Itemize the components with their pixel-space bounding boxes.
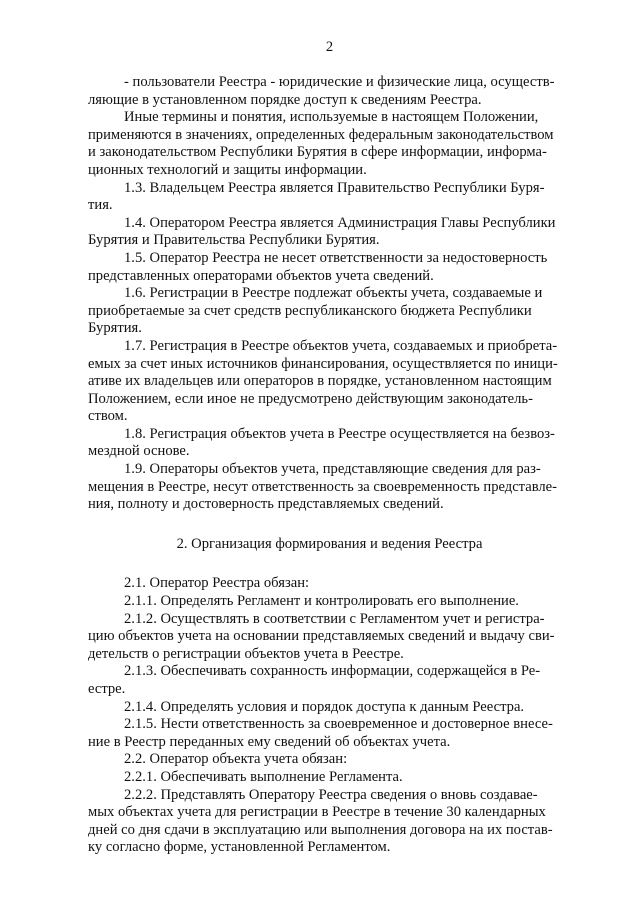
- section-heading: 2. Организация формирования и ведения Реестра: [176, 535, 483, 552]
- paragraph-1-6: 1.6. Регистрации в Реестре подлежат объекты учета, создаваемые и приобретаемые за счет средств республиканского бюджета Республики Бурятия.: [88, 285, 543, 337]
- paragraph-2-1-3: 2.1.3. Обеспечивать сохранность информации, содержащейся в Ре- естре.: [88, 663, 541, 697]
- paragraph-2-1: 2.1. Оператор Реестра обязан:: [124, 575, 310, 592]
- paragraph-2-1-2: 2.1.2. Осуществлять в соответствии с Регламентом учет и регистра- цию объектов учета на основании представляемых сведений и выдачу сви- детельств о регистрации объектов учета в Реестре.: [88, 610, 555, 662]
- paragraph-1-7: 1.7. Регистрация в Реестре объектов учета, создаваемых и приобрета- емых за счет иных источников финансирования, осуществляется по иници- ативе их владельцев или операторов в порядке, установленном настоящим Положением, если иное не предусмотрено действующим законодатель- ством.: [88, 337, 558, 425]
- paragraph-other-terms: Иные термины и понятия, используемые в настоящем Положении, применяются в значениях, определенных федеральным законодательством и законодательством Республики Бурятия в сфере информации, информа- ционных технологий и защиты информации.: [88, 109, 554, 178]
- paragraph-1-4: 1.4. Оператором Реестра является Администрация Главы Республики Бурятия и Правительства Республики Бурятия.: [88, 214, 556, 249]
- paragraph-2-1-1: 2.1.1. Определять Регламент и контролировать его выполнение.: [124, 593, 519, 610]
- paragraph-2-2-2: 2.2.2. Представлять Оператору Реестра сведения о вновь создавае- мых объектах учета для регистрации в Реестре в течение 30 календарных дней со дня сдачи в эксплуатацию или выполнения договора на их постав- ку согласно форме, установленной Регламентом.: [88, 786, 553, 856]
- paragraph-1-9: 1.9. Операторы объектов учета, представляющие сведения для раз- мещения в Реестре, несут ответственность за своевременность представле- ния, полноту и достоверность представляемых сведений.: [88, 461, 558, 513]
- paragraph-2-2-1: 2.2.1. Обеспечивать выполнение Регламента.: [124, 768, 403, 785]
- paragraph-users-definition: - пользователи Реестра - юридические и физические лица, осуществ- ляющие в установленном порядке доступ к сведениям Реестра.: [88, 74, 555, 108]
- paragraph-1-8: 1.8. Регистрация объектов учета в Реестре осуществляется на безвоз- мездной основе.: [88, 425, 555, 460]
- paragraph-1-3: 1.3. Владельцем Реестра является Правительство Республики Буря- тия.: [88, 179, 545, 214]
- paragraph-2-2: 2.2. Оператор объекта учета обязан:: [124, 751, 348, 768]
- paragraph-2-1-4: 2.1.4. Определять условия и порядок доступа к данным Реестра.: [124, 698, 525, 715]
- page-number: 2: [325, 39, 334, 55]
- paragraph-1-5: 1.5. Оператор Реестра не несет ответственности за недостоверность представленных операторами объектов учета сведений.: [88, 249, 548, 284]
- paragraph-2-1-5: 2.1.5. Нести ответственность за своевременное и достоверное внесе- ние в Реестр переданных ему сведений об объектах учета.: [88, 716, 553, 750]
